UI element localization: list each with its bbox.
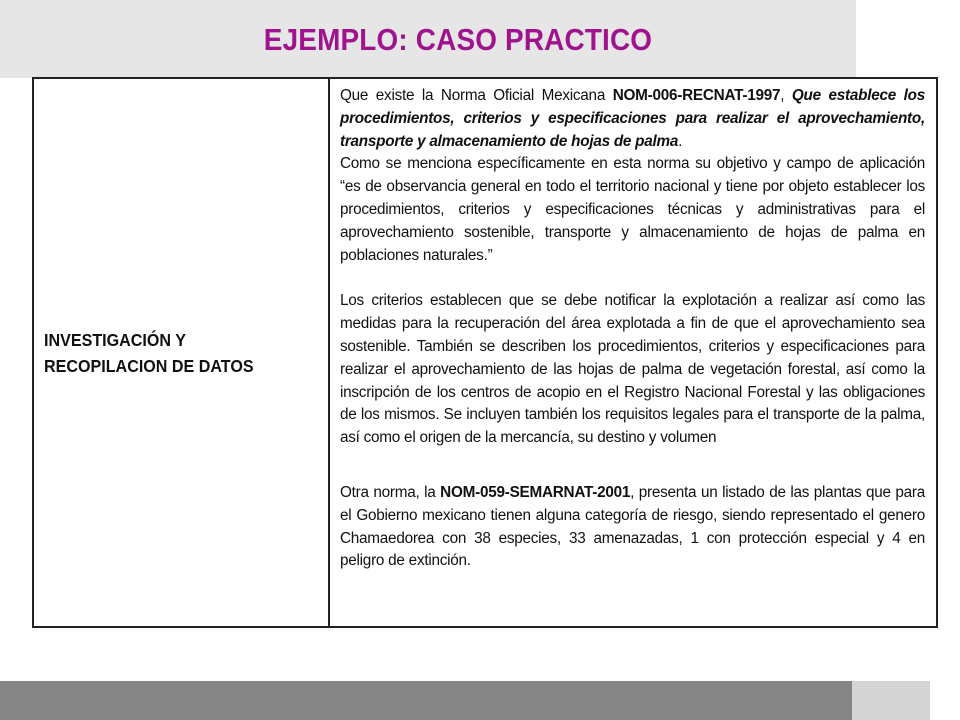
norm-006-code: NOM-006-RECNAT-1997 bbox=[612, 87, 781, 104]
norm-059-code: NOM-059-SEMARNAT-2001 bbox=[440, 483, 631, 501]
p4-text-b: , presenta un listado de las plantas que para el Gobierno mexicano tienen alguna categoría de riesgo, siendo representado el genero Chamaedorea con 38 especies, 33 amenazadas, 1 con protección especial y 4 en peligro de extinción. bbox=[340, 483, 926, 570]
paragraph-criteria: Los criterios establecen que se debe notificar la explotación a realizar así como las medidas para la recuperación del área explotada a fin de que el aprovechamiento sea sostenible. También se describen los procedimientos, criterios y especificaciones para realizar el aprovechamiento de las hojas de palma de vegetación forestal, así como la inscripción de los centros de acopio en el Registro Nacional Forestal y las obligaciones de los mismos. Se incluyen también los requisitos legales para el transporte de la palma, así como el origen de la mercancía, su destino y volumen bbox=[340, 292, 925, 447]
footer-band-dark bbox=[0, 681, 852, 720]
slide-title: EJEMPLO: CASO PRACTICO bbox=[263, 22, 653, 57]
section-label bbox=[44, 327, 254, 379]
paragraph-norm-059 bbox=[340, 482, 925, 573]
paragraph-gap bbox=[340, 267, 925, 290]
p4-text-a: Otra norma, la bbox=[340, 483, 441, 501]
norm-006-description: Que establece los procedimientos, criterios y especificaciones para realizar el aprovechamiento, transporte y almacenamiento de hojas de palma bbox=[340, 87, 925, 150]
table-cell-content bbox=[330, 79, 936, 626]
paragraph-norm-006 bbox=[340, 85, 925, 153]
p1-text-c: . bbox=[678, 132, 683, 150]
paragraph-gap bbox=[340, 450, 925, 482]
p1-text-a: Que existe la Norma Oficial Mexicana bbox=[340, 87, 613, 104]
section-label-line-2: RECOPILACION DE DATOS bbox=[44, 355, 254, 376]
p1-text-b: , bbox=[780, 87, 792, 104]
content-table bbox=[32, 77, 938, 628]
table-cell-label bbox=[34, 79, 330, 626]
section-label-line-1: INVESTIGACIÓN Y bbox=[44, 329, 186, 350]
paragraph-objective: Como se menciona específicamente en esta norma su objetivo y campo de aplicación “es de observancia general en todo el territorio nacional y tiene por objeto establecer los procedimientos, criterios y especificaciones técnicas y administrativas para el aprovechamiento sostenible, transporte y almacenamiento de hojas de palma en poblaciones naturales.” bbox=[340, 155, 925, 264]
footer-band-light bbox=[852, 681, 930, 720]
